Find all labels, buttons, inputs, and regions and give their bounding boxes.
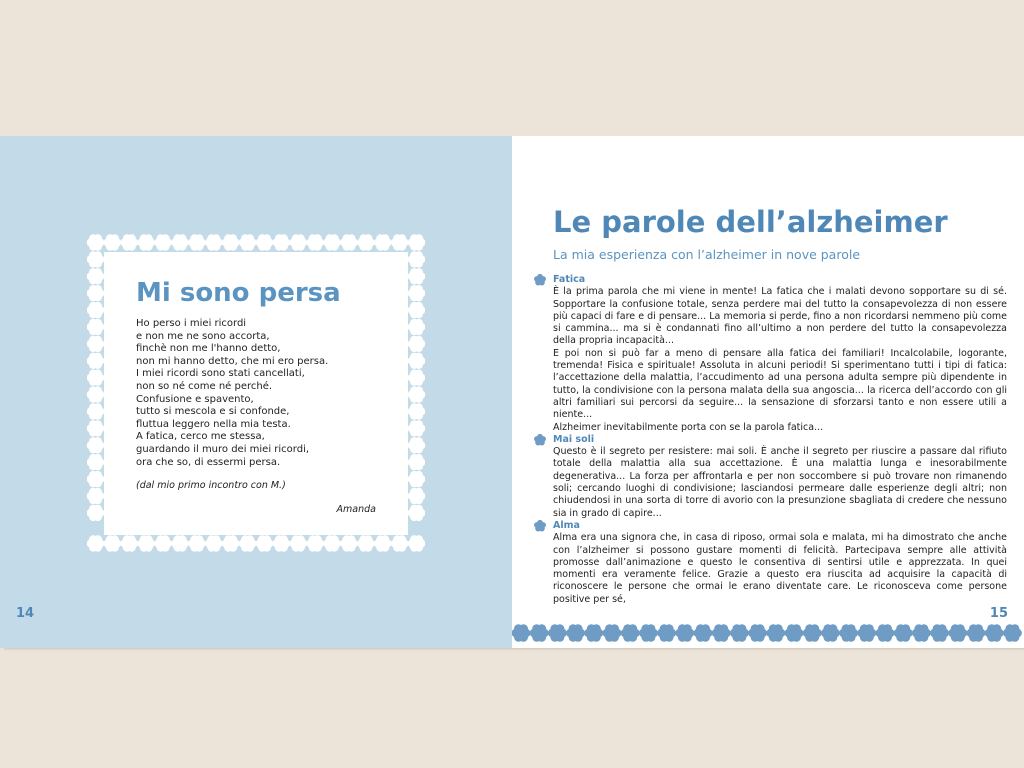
paragraph: Alzheimer inevitabilmente porta con se la parola fatica... <box>553 421 824 433</box>
book-spread <box>0 136 1024 648</box>
poem-line: ora che so, di essermi persa. <box>136 456 281 468</box>
right-page <box>512 136 1024 648</box>
poem-line: tutto si mescola e si confonde, <box>136 406 290 418</box>
flower-icon <box>533 519 547 533</box>
left-page <box>0 136 512 648</box>
poem-title: Mi sono persa <box>136 278 341 308</box>
page-subtitle: La mia esperienza con l’alzheimer in nove parole <box>553 247 861 262</box>
paragraph: Questo è il segreto per resistere: mai soli. È anche il segreto per riuscire a passare dal rifiuto totale della malattia alla sua accettazione. È una malattia lunga e inesorabilmente degenerativa... La forza per affrontarla e per non soccombere si può trovare non rimanendo soli; cercando luoghi di condivisione; lasciandosi permeare dalle esperienze degli altri; non chiudendosi in una sorta di torre di avorio con la presunzione sbagliata di credere che nessuno sia in grado di capire... <box>553 446 1007 519</box>
section-heading: Mai soli <box>553 433 595 445</box>
article-body <box>553 274 1007 606</box>
flower-icon <box>533 433 547 447</box>
poem-line: Ho perso i miei ricordi <box>136 318 247 329</box>
poem-signature: Amanda <box>336 504 376 515</box>
section-heading: Alma <box>553 519 580 531</box>
poem-line: I miei ricordi sono stati cancellati, <box>136 368 305 380</box>
section-mai-soli <box>553 434 1007 520</box>
poem-line: finchè non me l'hanno detto, <box>136 343 281 355</box>
flower-border-bottom-icon <box>512 623 1024 643</box>
page-title: Le parole dell’alzheimer <box>553 205 948 239</box>
poem-line: guardando il muro dei miei ricordi, <box>136 443 310 455</box>
poem-text <box>136 318 396 469</box>
paragraph: È la prima parola che mi viene in mente! La fatica che i malati devono sopportare su di sé. Sopportare la confusione totale, senza perdere mai del tutto la consapevolezza di non essere più capaci di fare e di pensare... La memoria si perde, fino a non ricordarsi nemmeno più come si cammina... ma si è condannati fino all’ultimo a non perdere del tutto la consapevolezza della propria incapacità... <box>553 286 1007 347</box>
page-number-right: 15 <box>989 606 1008 621</box>
section-alma <box>553 520 1007 606</box>
page-number-left: 14 <box>16 606 35 621</box>
paragraph: Alma era una signora che, in casa di riposo, ormai sola e malata, mi ha dimostrato che anche con l’alzheimer si possono gustare momenti di felicità. Partecipava sempre alle attività promosse dall’animazione e questo le consentiva di sentirsi utile e apprezzata. In quei momenti era veramente felice. Grazie a questo era riuscita ad acquisire la capacità di riconoscere le persone che ormai le erano diventate care. Le riconosceva come persone positive per sé, <box>553 532 1007 605</box>
flower-icon <box>533 273 547 287</box>
poem-line: A fatica, cerco me stessa, <box>136 431 265 443</box>
poem-note: (dal mio primo incontro con M.) <box>136 480 286 491</box>
poem-line: e non me ne sono accorta, <box>136 330 270 342</box>
poem-line: Confusione e spavento, <box>136 393 254 405</box>
section-heading: Fatica <box>553 274 586 285</box>
poem-line: fluttua leggero nella mia testa. <box>136 418 291 430</box>
section-fatica <box>553 274 1007 434</box>
paragraph: E poi non si può far a meno di pensare alla fatica dei familiari! Incalcolabile, logorante, tremenda! Fisica e spirituale! Assoluta in alcuni periodi! Si sperimentano tutti i tipi di fatica: l’accettazione della malattia, l’accudimento ad una persona adulta sempre più dipendente in tutto, la condivisione con la persona malata della sua angoscia... la ricerca dell’accordo con gli altri familiari sui percorsi da seguire... la sensazione di sforzarsi tanto e non essere utili a niente... <box>553 347 1007 421</box>
poem-line: non mi hanno detto, che mi ero persa. <box>136 355 329 367</box>
poem-line: non so né come né perché. <box>136 380 273 392</box>
